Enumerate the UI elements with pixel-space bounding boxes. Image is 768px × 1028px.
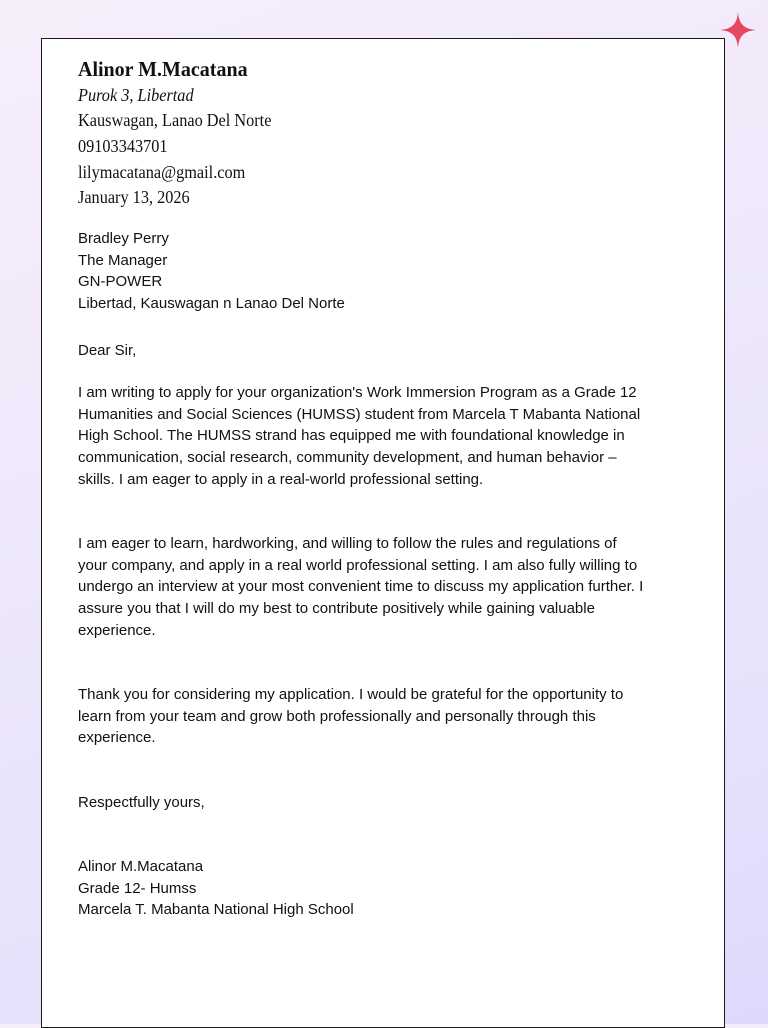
sender-address-line-2: Kauswagan, Lanao Del Norte bbox=[78, 110, 272, 130]
paragraph-line: I am writing to apply for your organization's Work Immersion Program as a Grade 12 bbox=[78, 384, 637, 401]
paragraph-line: Humanities and Social Sciences (HUMSS) student from Marcela T Mabanta National bbox=[78, 405, 641, 423]
sender-email: lilymacatana@gmail.com bbox=[78, 162, 246, 182]
paragraph-line: skills. I am eager to apply in a real-world professional setting. bbox=[78, 470, 484, 488]
recipient-name: Bradley Perry bbox=[78, 230, 169, 247]
paragraph-line: communication, social research, community development, and human behavior – bbox=[78, 449, 617, 467]
sender-address-line-1: Purok 3, Libertad bbox=[78, 85, 194, 105]
paragraph-line: assure you that I will do my best to contribute positively while gaining valuable bbox=[78, 600, 595, 618]
signature-school: Marcela T. Mabanta National High School bbox=[78, 901, 354, 919]
paragraph-line: High School. The HUMSS strand has equipped me with foundational knowledge in bbox=[78, 427, 625, 445]
letter-page bbox=[41, 38, 725, 1028]
sender-name: Alinor M.Macatana bbox=[78, 57, 248, 81]
body-paragraph-2 bbox=[78, 533, 718, 642]
paragraph-line: Thank you for considering my application. I would be grateful for the opportunity to bbox=[78, 686, 624, 703]
paragraph-line: undergo an interview at your most convenient time to discuss my application further. I bbox=[78, 578, 644, 596]
salutation: Dear Sir, bbox=[78, 342, 137, 359]
recipient-block bbox=[78, 228, 718, 315]
body-paragraph-3 bbox=[78, 684, 718, 749]
body-paragraph-1 bbox=[78, 382, 718, 491]
paragraph-line: I am eager to learn, hardworking, and willing to follow the rules and regulations of bbox=[78, 535, 617, 552]
signature-block bbox=[78, 856, 718, 921]
recipient-address: Libertad, Kauswagan n Lanao Del Norte bbox=[78, 295, 345, 313]
paragraph-line: your company, and apply in a real world professional setting. I am also fully willing to bbox=[78, 556, 638, 574]
recipient-company: GN-POWER bbox=[78, 273, 163, 291]
paragraph-line: experience. bbox=[78, 621, 156, 639]
paragraph-line: experience. bbox=[78, 729, 156, 747]
paragraph-line: learn from your team and grow both professionally and personally through this bbox=[78, 707, 596, 725]
recipient-title: The Manager bbox=[78, 251, 168, 269]
letter-date: January 13, 2026 bbox=[78, 187, 190, 207]
closing: Respectfully yours, bbox=[78, 794, 205, 811]
signature-name: Alinor M.Macatana bbox=[78, 858, 204, 875]
sender-phone: 09103343701 bbox=[78, 136, 168, 156]
signature-grade: Grade 12- Humss bbox=[78, 879, 197, 897]
